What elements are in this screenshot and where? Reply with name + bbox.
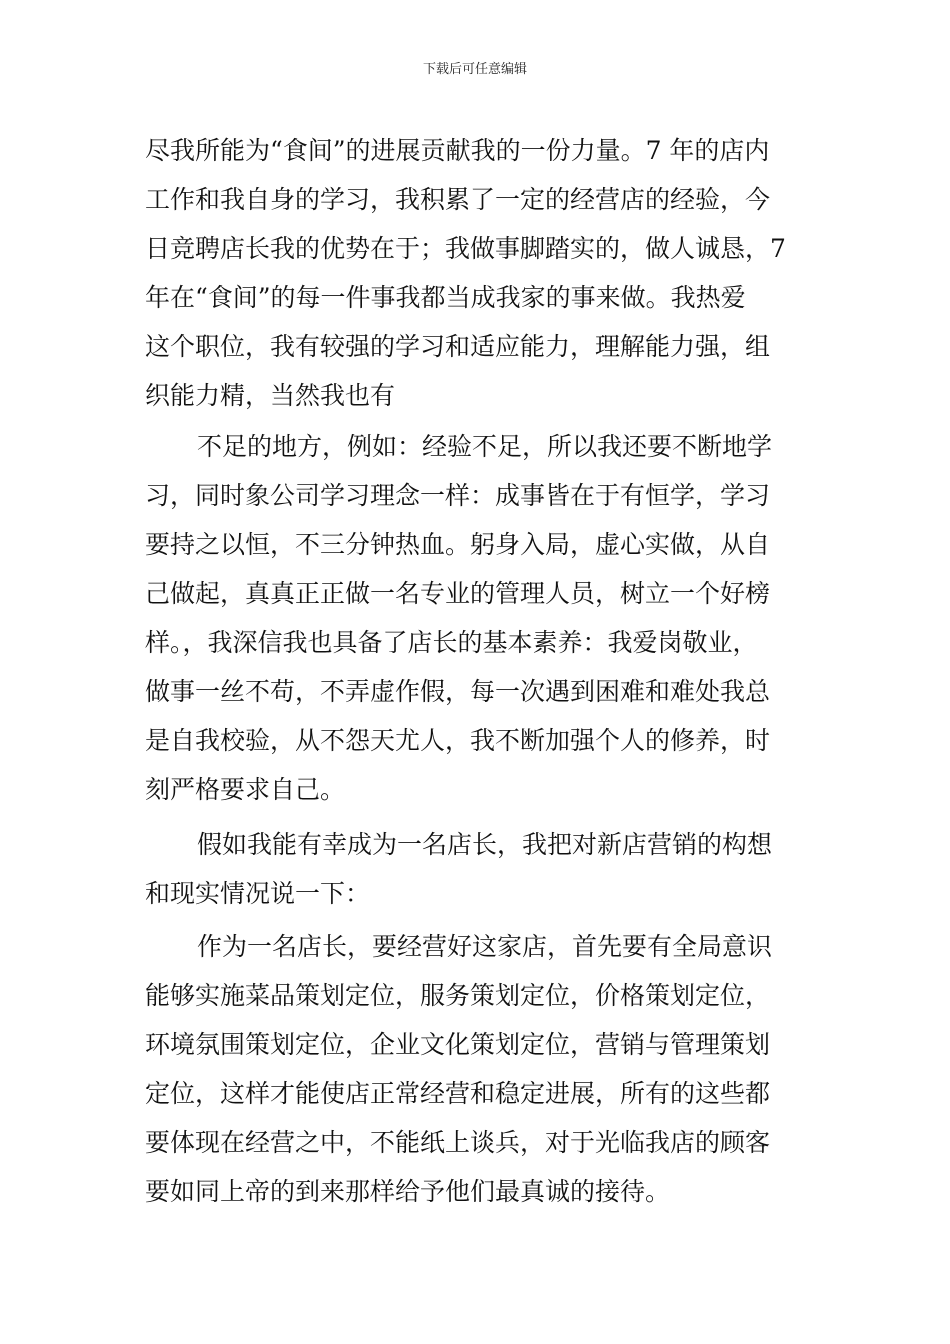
page-header-note: 下载后可任意编辑 [422,62,527,77]
paragraph-4-line-6: 要如同上帝的到来那样给予他们最真诚的接待。 [145,1177,671,1206]
paragraph-1-line-6: 织能力精，当然我也有 [145,381,396,410]
paragraph-1-line-1: 尽我所能为“食间”的进展贡献我的一份力量。7 年的店内 [145,136,770,165]
paragraph-4-line-5: 要体现在经营之中，不能纸上谈兵，对于光临我店的顾客 [145,1128,771,1157]
paragraph-2-line-5: 样。，我深信我也具备了店长的基本素养：我爱岗敬业， [145,628,758,657]
paragraph-2-line-1: 不足的地方，例如：经验不足，所以我还要不断地学 [197,432,773,461]
paragraph-2-line-3: 要持之以恒，不三分钟热血。躬身入局，虚心实做，从自 [145,530,771,559]
paragraph-1-line-4: 年在“食间”的每一件事我都当成我家的事来做。我热爱 [145,283,746,312]
paragraph-2-line-7: 是自我校验，从不怨天尤人，我不断加强个人的修养，时 [145,726,771,755]
paragraph-2-line-8: 刻严格要求自己。 [145,775,346,804]
paragraph-4-line-3: 环境氛围策划定位，企业文化策划定位，营销与管理策划 [145,1030,771,1059]
paragraph-1-line-2: 工作和我自身的学习，我积累了一定的经营店的经验，今 [145,185,771,214]
paragraph-2-line-2: 习，同时象公司学习理念一样：成事皆在于有恒学，学习 [145,481,771,510]
paragraph-4-line-1: 作为一名店长，要经营好这家店，首先要有全局意识 [197,932,773,961]
paragraph-2-line-4: 己做起，真真正正做一名专业的管理人员，树立一个好榜 [145,579,771,608]
paragraph-4-line-4: 定位，这样才能使店正常经营和稳定进展，所有的这些都 [145,1079,771,1108]
paragraph-3-line-1: 假如我能有幸成为一名店长，我把对新店营销的构想 [197,830,773,859]
paragraph-1-line-5: 这个职位，我有较强的学习和适应能力，理解能力强，组 [145,332,771,361]
paragraph-3-line-2: 和现实情况说一下： [145,879,371,908]
paragraph-2-line-6: 做事一丝不苟，不弄虚作假，每一次遇到困难和难处我总 [145,677,771,706]
paragraph-4-line-2: 能够实施菜品策划定位，服务策划定位，价格策划定位， [145,981,771,1010]
paragraph-1-line-3: 日竞聘店长我的优势在于；我做事脚踏实的，做人诚恳，7 [145,234,786,263]
